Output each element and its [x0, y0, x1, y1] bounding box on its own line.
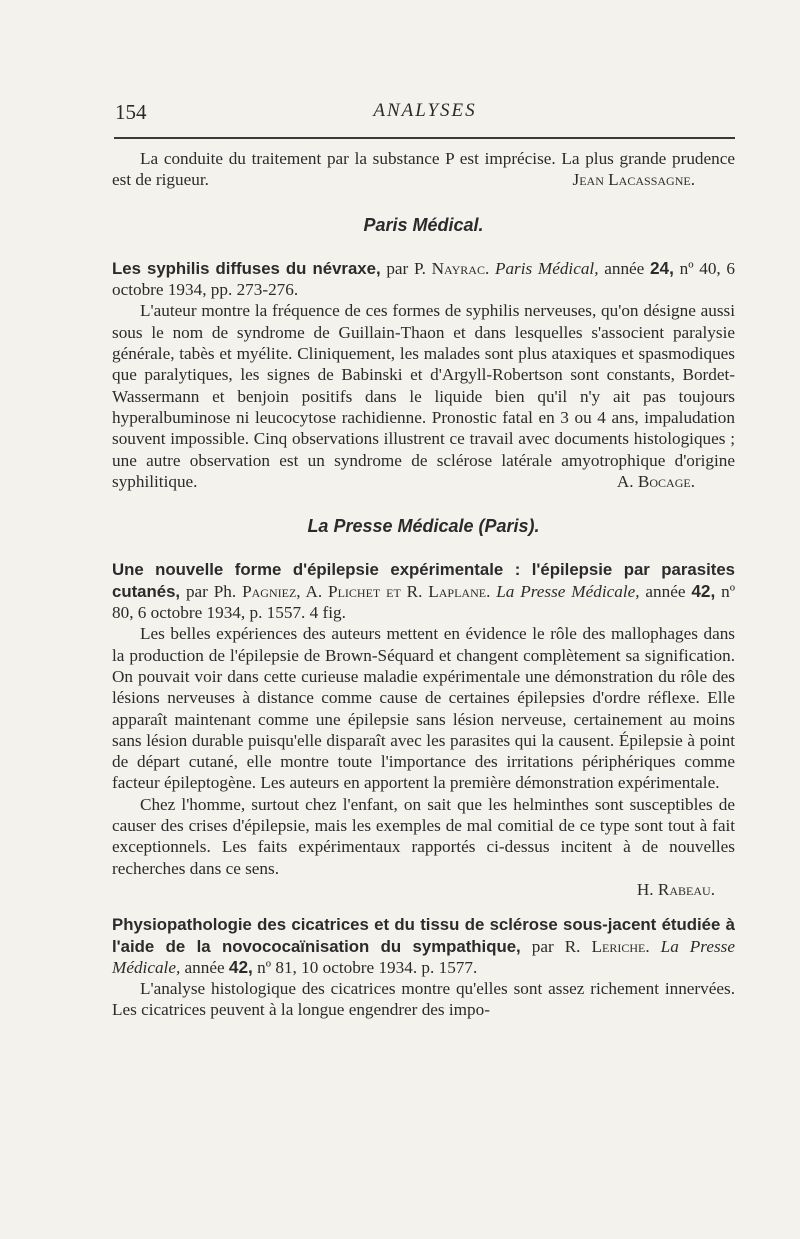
- article-title: Une nouvelle forme d'épilepsie expérimentale : l'épilepsie par parasites cutanés,: [112, 560, 735, 601]
- journal-heading-presse-medicale: La Presse Médicale (Paris).: [307, 516, 540, 537]
- article-journal: Paris Médical,: [494, 258, 599, 278]
- article-header-epilepsie: [112, 559, 735, 623]
- article-title: Physiopathologie des cicatrices et du tissu de sclérose sous-jacent étudiée à l'aide de la novococaïnisation du sympathique,: [112, 915, 735, 956]
- article-header-syphilis: [112, 258, 735, 301]
- article-journal: La Presse Médicale,: [496, 581, 640, 601]
- journal-heading-paris-medical: Paris Médical.: [363, 214, 484, 235]
- article-year-label: année: [645, 581, 686, 601]
- page-number: 154: [115, 100, 147, 124]
- previous-article-text: La conduite du traitement par la substance P est imprécise. La plus grande prudence est de rigueur.: [112, 149, 735, 190]
- article-by: par P.: [386, 258, 426, 278]
- article-journal: La Presse Médicale,: [112, 936, 735, 977]
- article-by: par Ph.: [185, 581, 237, 601]
- article-body-syphilis: [112, 300, 735, 492]
- previous-article-end: [112, 148, 735, 191]
- header-rule: [114, 137, 735, 139]
- article-body-paragraph: L'analyse histologique des cicatrices montre qu'elles sont assez richement innervées. Les cicatrices peuvent à la longue engendrer des impo-: [112, 979, 735, 1020]
- article-year-label: année: [604, 258, 645, 278]
- page-header: [115, 100, 735, 130]
- article-year: 42,: [691, 580, 716, 601]
- article-authors: Pagniez, A. Plichet et R. Laplane.: [242, 581, 491, 601]
- page-content: [112, 148, 735, 1021]
- article-body-paragraph: Les belles expériences des auteurs mettent en évidence le rôle des mallophages dans la production de l'épilepsie de Brown-Séquard et changent complètement sa signification. On pouvait voir dans cette curieuse maladie expérimentale une démonstration du rôle des lésions nerveuses à distance comme cause de certaines épilepsies d'ordre réflexe. Elle apparaît maintenant comme une épilepsie sans lésion nerveuse, certainement au moins sans lésion durable puisqu'elle disparaît avec les parasites qui la causent. Épilepsie à point de départ cutané, elle montre toute l'importance des irritations périphériques comme facteur épileptogène. Les auteurs en apportent la première démonstration expérimentale.: [112, 624, 735, 793]
- running-title: ANALYSES: [373, 100, 477, 121]
- article-body-paragraph: Chez l'homme, surtout chez l'enfant, on sait que les helminthes sont susceptibles de causer des crises d'épilepsie, mais les exemples de mal comitial de ce type sont tout à fait exceptionnels. Les faits expérimentaux rapportés ci-dessus incitent à de nouvelles recherches dans ce sens.: [112, 794, 735, 878]
- spacer: [112, 900, 735, 914]
- article-signature: H. Rabeau.: [636, 879, 715, 899]
- article-title: Les syphilis diffuses du névraxe,: [112, 258, 381, 278]
- article-author: Nayrac.: [431, 258, 490, 278]
- article-by: par R.: [531, 936, 581, 956]
- article-year-label: année: [184, 957, 225, 977]
- article-citation: nº 81, 10 octobre 1934. p. 1577.: [257, 957, 478, 977]
- article-citation: nº 40, 6 octobre 1934, pp. 273-276.: [112, 258, 736, 300]
- previous-article-signature: Jean Lacassagne.: [572, 170, 695, 190]
- article-citation: nº 80, 6 octobre 1934, p. 1557. 4 fig.: [112, 581, 736, 623]
- article-author: Leriche.: [591, 936, 650, 956]
- article-year: 42,: [228, 956, 253, 977]
- article-header-cicatrices: [112, 914, 735, 978]
- article-year: 24,: [650, 257, 674, 278]
- article-body: L'auteur montre la fréquence de ces formes de syphilis nerveuses, qu'on désigne aussi sous le nom de syndrome de Guillain-Thaon et dans lesquelles s'associent paralysie générale, tabès et myélite. Cliniquement, les malades sont plus ataxiques et spasmodiques que paralytiques, les signes de Babinski et d'Argyll-Robertson sont constants, Bordet-Wassermann et benjoin positifs dans le liquide bien qu'il n'y ait pas toujours hyperalbuminose ni leucocytose rachidienne. Pronostic fatal en 3 ou 4 ans, impaludation souvent impossible. Cinq observations illustrent ce travail avec documents histologiques ; une autre observation est un syndrome de sclérose latérale amyotrophique d'origine syphilitique.: [112, 301, 735, 491]
- article-signature: A. Bocage.: [616, 471, 695, 491]
